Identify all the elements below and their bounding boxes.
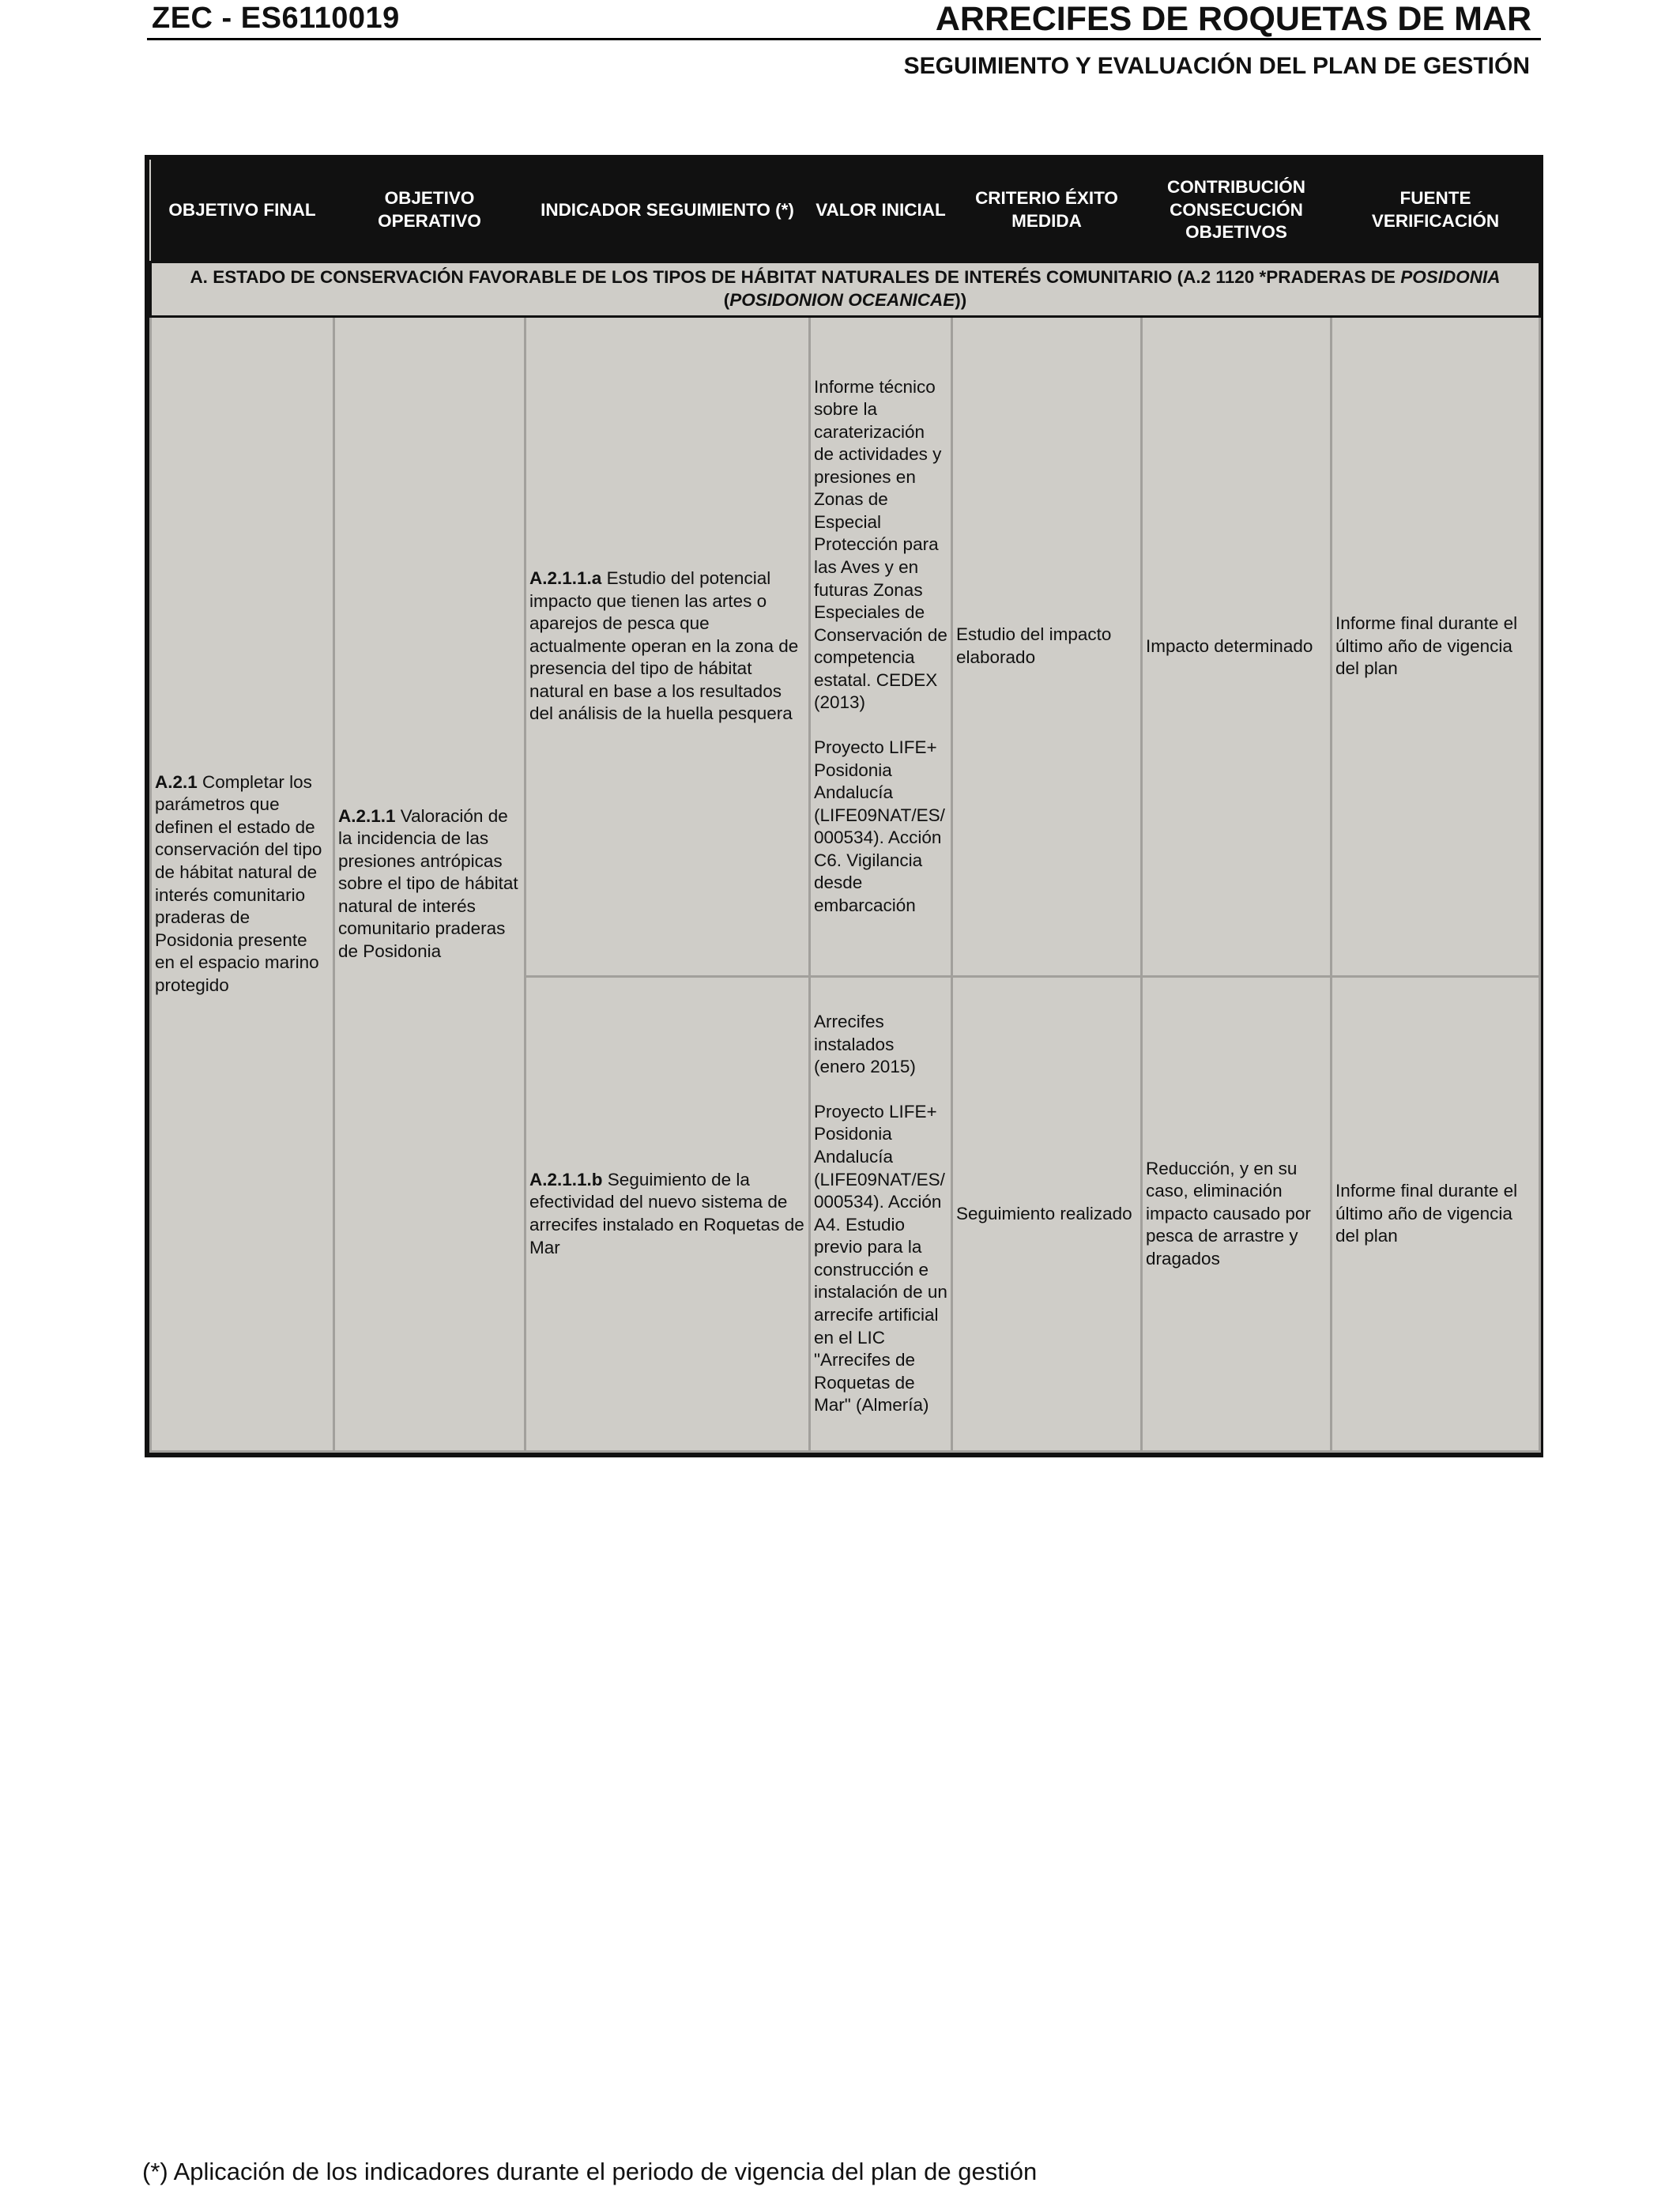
section-heading	[151, 262, 1540, 317]
criterio-cell: Seguimiento realizado	[952, 977, 1142, 1452]
column-header-fuente: FUENTE VERIFICACIÓN	[1332, 160, 1540, 262]
column-header-contribucion: CONTRIBUCIÓN CONSECUCIÓN OBJETIVOS	[1142, 160, 1332, 262]
column-header-objetivo-operativo: OBJETIVO OPERATIVO	[334, 160, 525, 262]
table-header-row	[151, 160, 1540, 262]
document-code: ZEC - ES6110019	[152, 2, 400, 35]
fuente-cell: Informe final durante el último año de vigencia del plan	[1332, 317, 1540, 977]
section-text-2: POSIDONIA	[1400, 267, 1501, 288]
section-row	[151, 262, 1540, 317]
valor-inicial-cell	[810, 317, 952, 977]
section-text-1: A. ESTADO DE CONSERVACIÓN FAVORABLE DE LOS TIPOS DE HÁBITAT NATURALES DE INTERÉS COMUNITARIO (A.2 1120 *PRADERAS DE	[190, 267, 1401, 288]
header-rule	[147, 38, 1541, 40]
valor-inicial-text-1: Informe técnico sobre la caraterización de actividades y presiones en Zonas de Especial Protección para las Aves y en futuras Zonas Especiales de Conservación de competencia estatal. CEDEX (2013)	[814, 376, 947, 713]
monitoring-table-frame	[145, 155, 1543, 1457]
column-header-criterio: CRITERIO ÉXITO MEDIDA	[952, 160, 1142, 262]
indicador-code: A.2.1.1.a	[529, 568, 602, 589]
valor-inicial-text-2: Proyecto LIFE+ Posidonia Andalucía (LIFE09NAT/ES/ 000534). Acción A4. Estudio previo para la construcción e instalación de un arrecife artificial en el LIC "Arrecifes de Roquetas de Mar" (Almería)	[814, 1101, 947, 1416]
table-row	[151, 317, 1540, 977]
column-header-indicador: INDICADOR SEGUIMIENTO (*)	[525, 160, 810, 262]
objetivo-operativo-code: A.2.1.1	[338, 805, 396, 826]
objetivo-operativo-cell	[334, 317, 525, 1452]
contribucion-cell: Impacto determinado	[1142, 317, 1332, 977]
section-text-5: ))	[955, 290, 967, 310]
objetivo-final-code: A.2.1	[155, 771, 198, 792]
valor-inicial-text-1: Arrecifes instalados (enero 2015)	[814, 1012, 916, 1077]
document-subtitle: SEGUIMIENTO Y EVALUACIÓN DEL PLAN DE GESTIÓN	[903, 53, 1530, 79]
section-text-4: POSIDONION OCEANICAE	[729, 290, 955, 310]
column-header-objetivo-final: OBJETIVO FINAL	[151, 160, 334, 262]
valor-inicial-cell	[810, 977, 952, 1452]
section-text-3: (	[723, 290, 730, 310]
footnote: (*) Aplicación de los indicadores durante el periodo de vigencia del plan de gestión	[142, 2158, 1038, 2185]
criterio-cell: Estudio del impacto elaborado	[952, 317, 1142, 977]
column-header-valor-inicial: VALOR INICIAL	[810, 160, 952, 262]
indicador-text: Estudio del potencial impacto que tienen las artes o aparejos de pesca que actualmente operan en la zona de presencia del tipo de hábitat natural en base a los resultados del análisis de la huella pesquera	[529, 568, 799, 724]
objetivo-final-cell	[151, 317, 334, 1452]
fuente-cell: Informe final durante el último año de vigencia del plan	[1332, 977, 1540, 1452]
indicador-cell	[525, 317, 810, 977]
objetivo-final-text: Completar los parámetros que definen el estado de conservación del tipo de hábitat natural de interés comunitario praderas de Posidonia presente en el espacio marino protegido	[155, 771, 322, 995]
contribucion-cell: Reducción, y en su caso, eliminación impacto causado por pesca de arrastre y dragados	[1142, 977, 1332, 1452]
indicador-code: A.2.1.1.b	[529, 1169, 603, 1189]
document-title: ARRECIFES DE ROQUETAS DE MAR	[935, 0, 1531, 38]
indicador-cell	[525, 977, 810, 1452]
indicador-text: Seguimiento de la efectividad del nuevo sistema de arrecifes instalado en Roquetas de Mar	[529, 1169, 804, 1257]
monitoring-table	[149, 160, 1541, 1453]
valor-inicial-text-2: Proyecto LIFE+ Posidonia Andalucía (LIFE09NAT/ES/ 000534). Acción C6. Vigilancia desde embarcación	[814, 737, 945, 915]
objetivo-operativo-text: Valoración de la incidencia de las presiones antrópicas sobre el tipo de hábitat natural de interés comunitario praderas de Posidonia	[338, 805, 518, 961]
